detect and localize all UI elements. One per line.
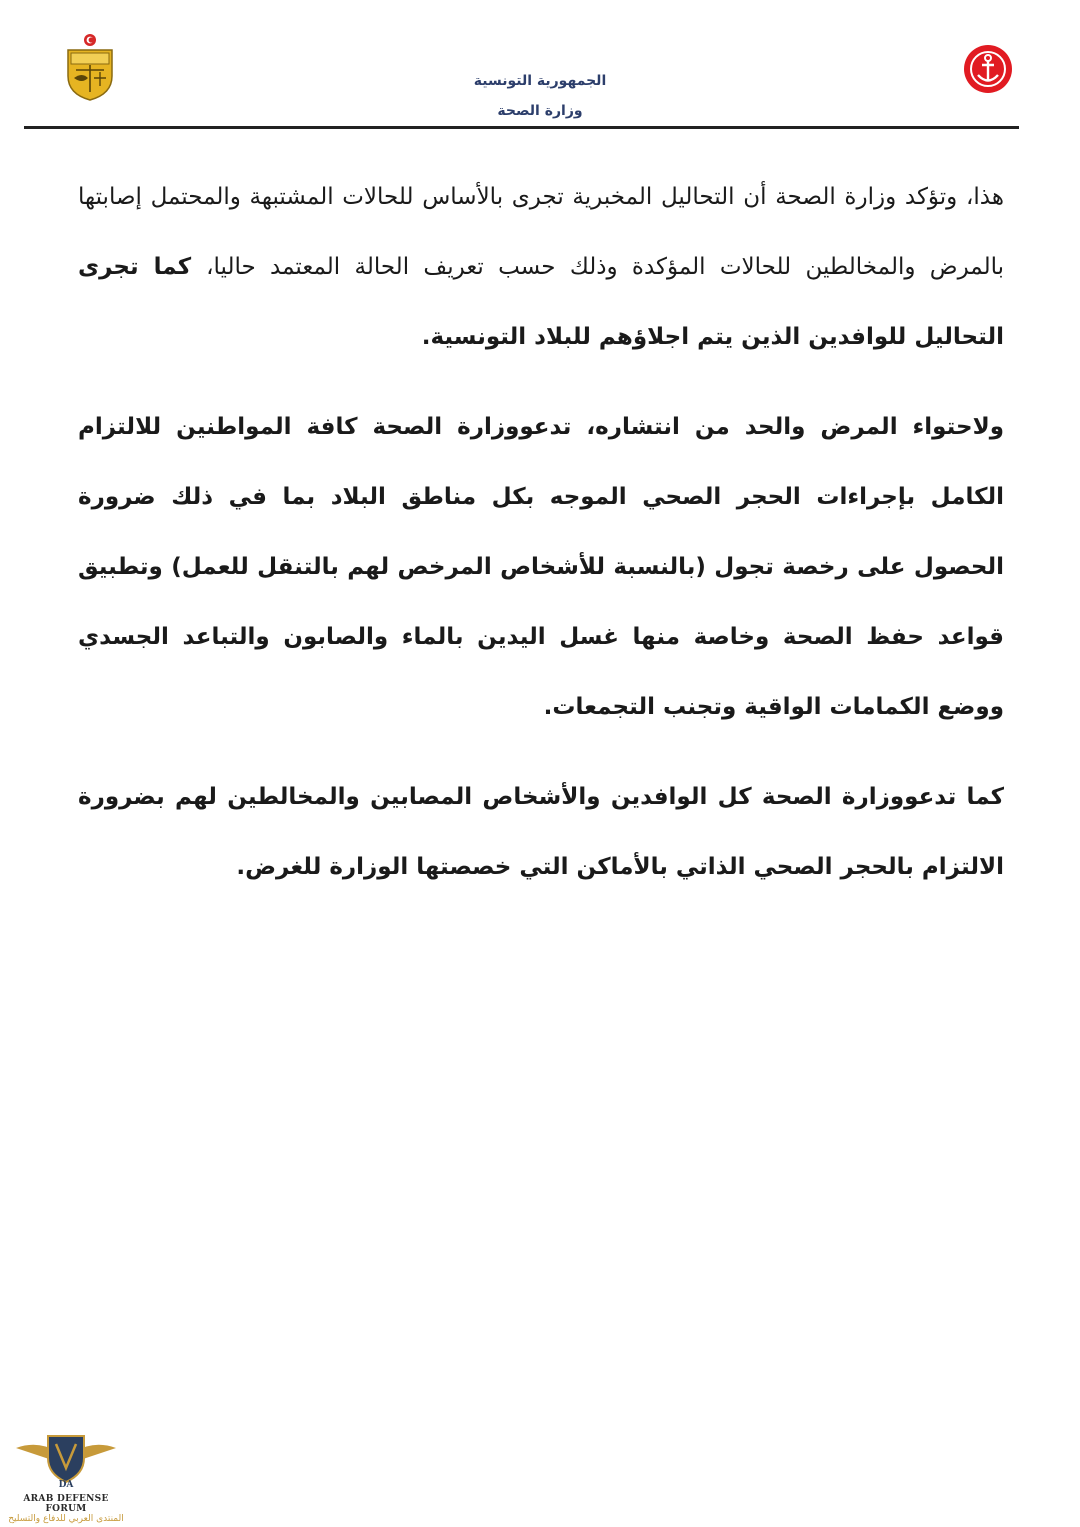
header-titles: [380, 66, 700, 126]
paragraph-1-text: هذا، وتؤكد وزارة الصحة أن التحاليل المخبرية تجرى بالأساس للحالات المشتبهة والمحتمل إصابتها بالمرض والمخالطين للحالات المؤكدة وذلك حسب تعريف الحالة المعتمد حاليا،: [78, 184, 1004, 280]
forum-name-en: ARAB DEFENSE FORUM: [23, 1494, 109, 1514]
paragraph-1: [78, 162, 1004, 372]
ministry-title: وزارة الصحة: [497, 103, 583, 119]
paragraph-1-bold: كما تجرى التحاليل للوافدين الذين يتم اجلاؤهم للبلاد التونسية.: [78, 254, 1004, 350]
paragraph-3: كما تدعووزارة الصحة كل الوافدين والأشخاص المصابين والمخالطين لهم بضرورة الالتزام بالحجر الصحي الذاتي بالأماكن التي خصصتها الوزارة للغرض.: [78, 784, 1004, 880]
forum-shield-icon: [8, 1430, 124, 1488]
paragraph-2: ولاحتواء المرض والحد من انتشاره، تدعووزارة الصحة كافة المواطنين للالتزام الكامل بإجراءات الحجر الصحي الموجه بكل مناطق البلاد بما في ذلك ضرورة الحصول على رخصة تجول (بالنسبة للأشخاص المرخص لهم بالتنقل للعمل) وتطبيق قواعد حفظ الصحة وخاصة منها غسل اليدين بالماء والصابون والتباعد الجسدي ووضع الكمامات الواقية وتجنب التجمعات.: [78, 414, 1004, 720]
forum-watermark: [8, 1430, 124, 1525]
forum-initials: DA: [58, 1480, 74, 1488]
forum-name-ar: المنتدى العربي للدفاع والتسليح: [8, 1514, 124, 1524]
red-crescent-anchor-icon: [963, 44, 1013, 94]
header-divider: [24, 126, 1019, 129]
document-header: [0, 0, 1080, 135]
tunisia-coat-of-arms-icon: [62, 32, 118, 102]
communique-body: [78, 162, 1004, 902]
republic-title: الجمهورية التونسية: [473, 73, 607, 89]
